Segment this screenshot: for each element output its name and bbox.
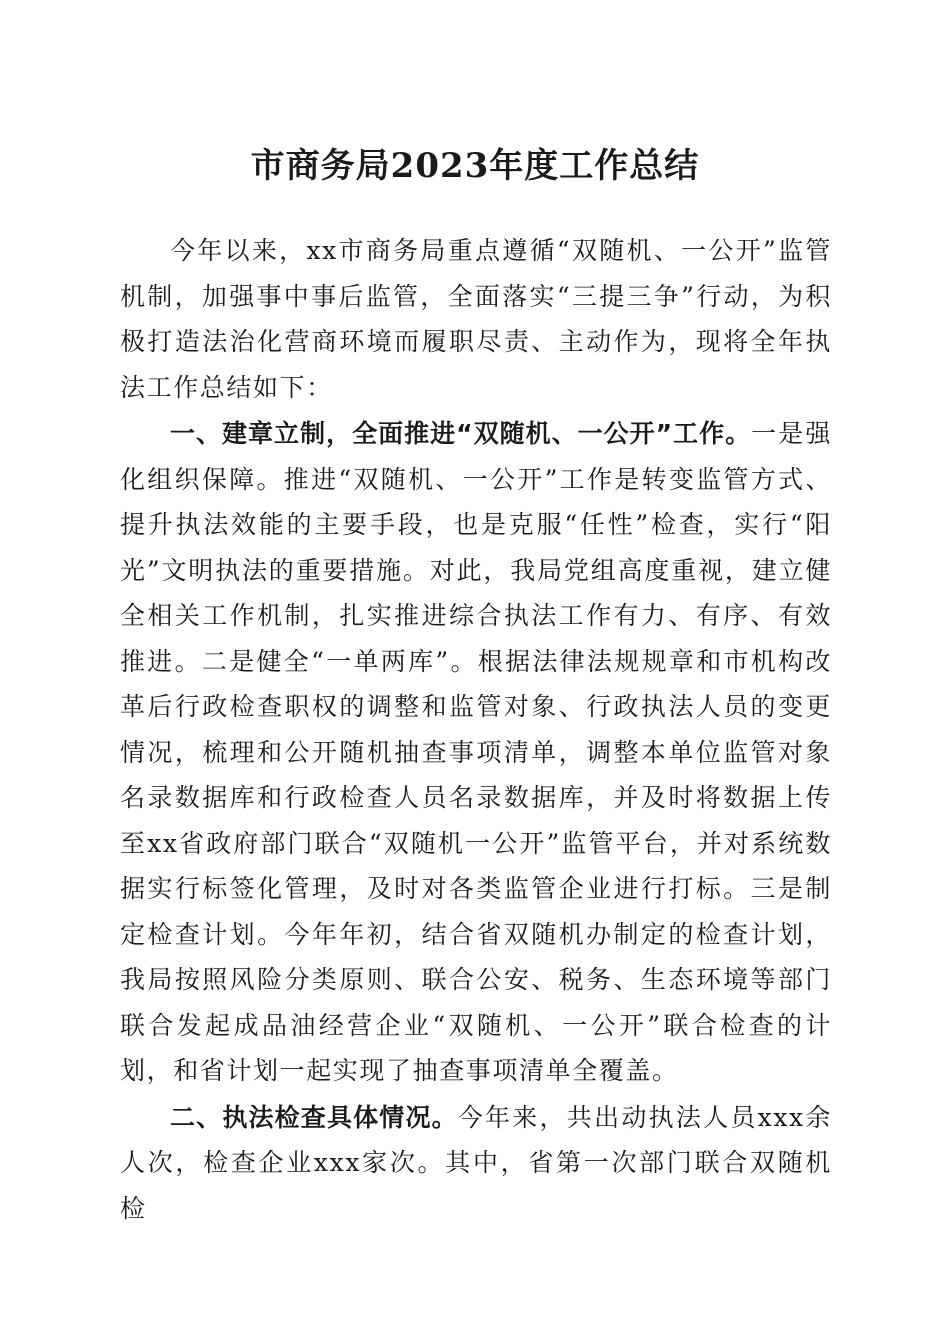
section-paragraph-1 bbox=[120, 411, 832, 1094]
section-text-1: 一是强化组织保障。推进“双随机、一公开”工作是转变监管方式、提升执法效能的主要手段，也是克服“任性”检查，实行“阳光”文明执法的重要措施。对此，我局党组高度重视，建立健全相关工作机制，扎实推进综合执法工作有力、有序、有效推进。二是健全“一单两库”。根据法律法规规章和市机构改革后行政检查职权的调整和监管对象、行政执法人员的变更情况，梳理和公开随机抽查事项清单，调整本单位监管对象名录数据库和行政检查人员名录数据库，并及时将数据上传至xx省政府部门联合“双随机一公开”监管平台，并对系统数据实行标签化管理，及时对各类监管企业进行打标。三是制定检查计划。今年年初，结合省双随机办制定的检查计划，我局按照风险分类原则、联合公安、税务、生态环境等部门联合发起成品油经营企业“双随机、一公开”联合检查的计划，和省计划一起实现了抽查事项清单全覆盖。 bbox=[120, 419, 832, 1085]
section-heading-2: 二、执法检查具体情况。 bbox=[170, 1102, 458, 1132]
document-body bbox=[120, 228, 832, 1231]
document-title: 市商务局2023年度工作总结 bbox=[250, 146, 700, 186]
intro-paragraph: 今年以来，xx市商务局重点遵循“双随机、一公开”监管机制，加强事中事后监管，全面落实“三提三争”行动，为积极打造法治化营商环境而履职尽责、主动作为，现将全年执法工作总结如下： bbox=[120, 236, 832, 402]
section-text-2: 今年来，共出动执法人员xxx余人次，检查企业xxx家次。其中，省第一次部门联合双随机检 bbox=[120, 1102, 832, 1223]
section-heading-1: 一、建章立制，全面推进“双随机、一公开”工作。 bbox=[170, 419, 752, 448]
section-paragraph-2 bbox=[120, 1095, 832, 1232]
